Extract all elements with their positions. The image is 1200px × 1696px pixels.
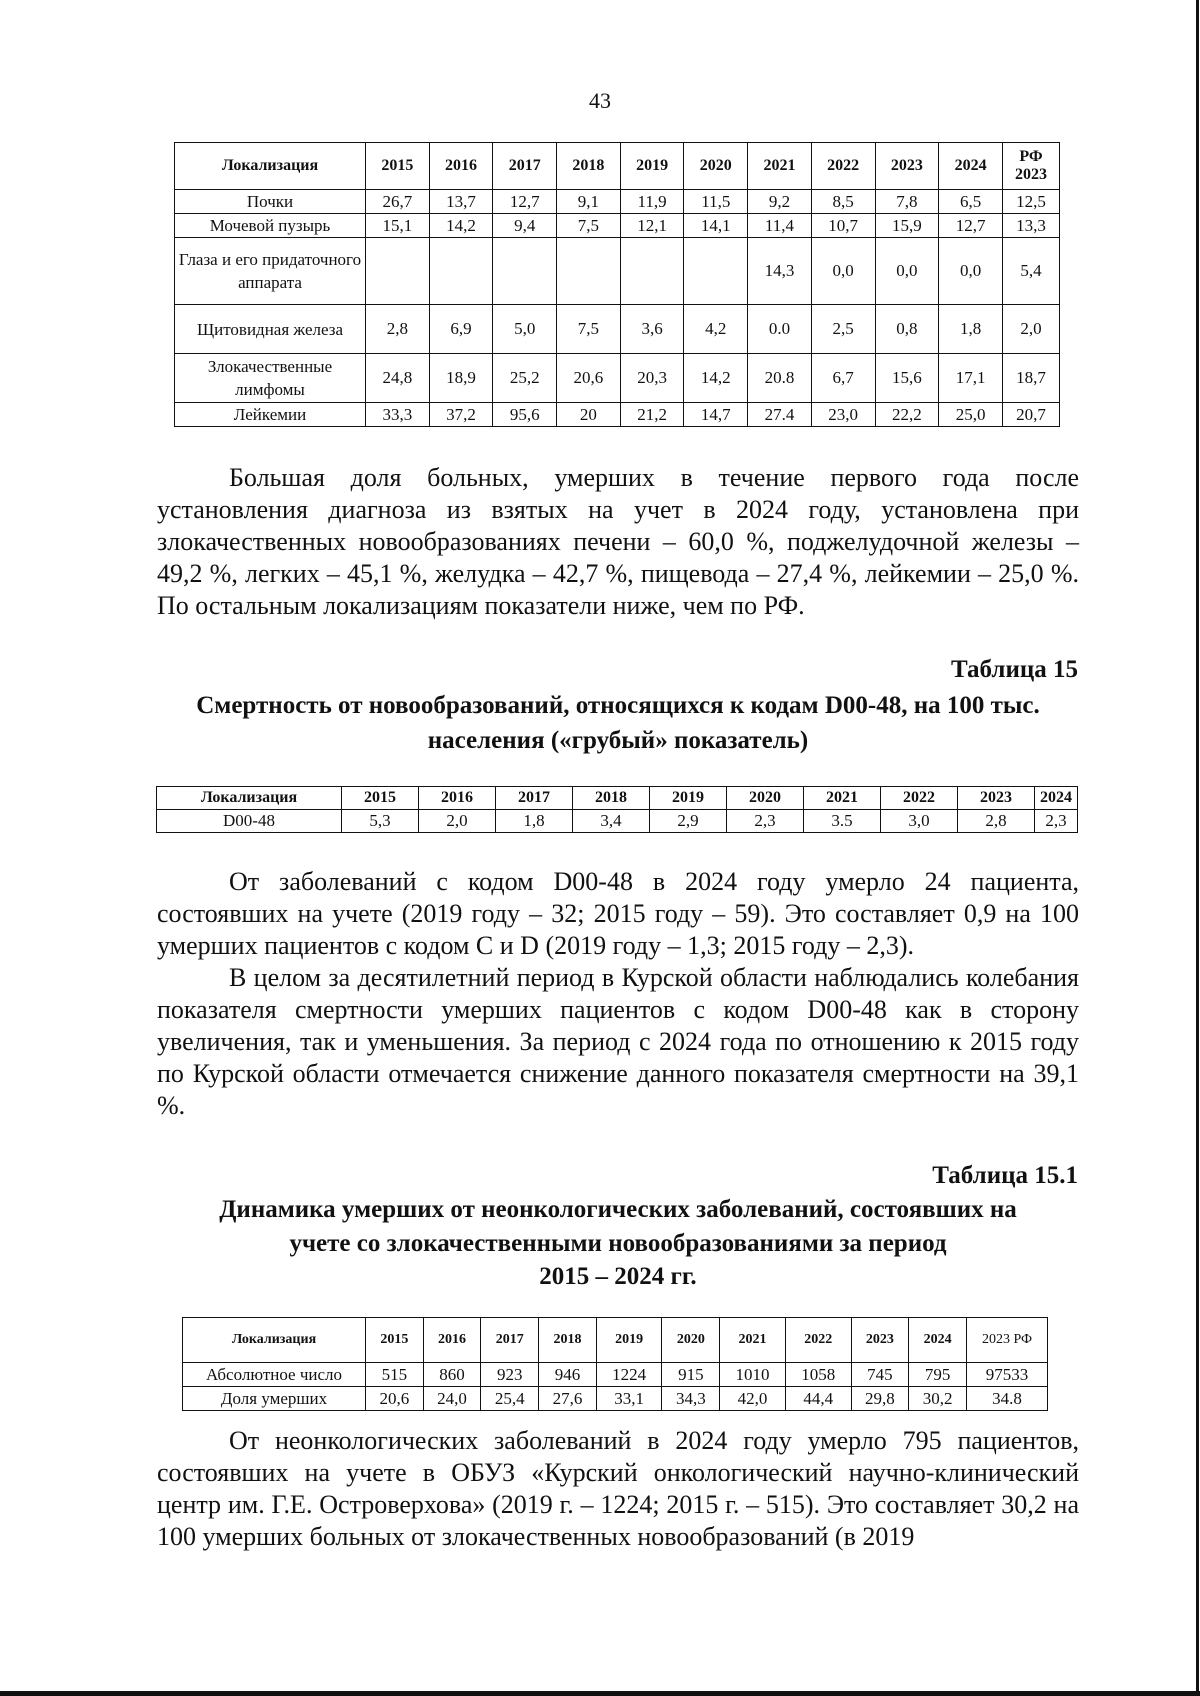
table-cell: 25,0 — [939, 403, 1003, 427]
header-cell: 2018 — [557, 143, 621, 190]
table-cell: 2,8 — [366, 305, 430, 354]
table-cell: 2,8 — [958, 810, 1035, 833]
table-cell: 15,6 — [875, 354, 939, 403]
table-cell — [620, 238, 684, 305]
table-cell: 10,7 — [811, 214, 875, 238]
table-cell — [557, 238, 621, 305]
page-number: 43 — [589, 88, 611, 113]
table-cell: 18,9 — [429, 354, 493, 403]
table-cell: 1010 — [720, 1363, 786, 1387]
paragraph-2: От заболеваний с кодом D00-48 в 2024 году умерло 24 пациента, состоявших на учете (2019 году – 32; 2015 году – 59). Это составляет 0,9 на 100 умерших пациентов с кодом С и D (2019 году – 1,3; 2015 году – 2,3). — [157, 867, 1079, 960]
header-cell: 2016 — [419, 787, 496, 810]
table-cell: 5,4 — [1003, 238, 1060, 305]
table-row — [175, 403, 1060, 427]
table-cell: 44,4 — [785, 1387, 851, 1411]
row-label: Мочевой пузырь — [175, 214, 366, 238]
table-15-label: Таблица 15 — [950, 656, 1078, 683]
table-cell: 1058 — [785, 1363, 851, 1387]
table-15-1-label: Таблица 15.1 — [932, 1162, 1078, 1189]
table-row — [175, 354, 1060, 403]
header-cell: 2023 — [851, 1318, 909, 1363]
header-cell: 2016 — [423, 1318, 481, 1363]
table-cell: 20,6 — [557, 354, 621, 403]
table-cell: 1,8 — [939, 305, 1003, 354]
table-cell: 6,5 — [939, 190, 1003, 214]
table-cell: 1224 — [596, 1363, 662, 1387]
table-cell: 42,0 — [720, 1387, 786, 1411]
table-cell: 25,4 — [481, 1387, 539, 1411]
paragraph-3: В целом за десятилетний период в Курской области наблюдались колебания показателя смертности умерших пациентов с кодом D00-48 как в сторону увеличения, так и уменьшения. За период с 2024 года по отношению к 2015 году по Курской области отмечается снижение данного показателя смертности на 39,1 %. — [157, 963, 1079, 1120]
table-cell: 0,0 — [939, 238, 1003, 305]
table-cell: 0,0 — [875, 238, 939, 305]
header-cell: 2017 — [493, 143, 557, 190]
header-cell: 2021 — [748, 143, 812, 190]
header-cell: 2022 — [785, 1318, 851, 1363]
table-cell: 7,5 — [557, 305, 621, 354]
table-row — [175, 238, 1060, 305]
header-cell: 2023 — [958, 787, 1035, 810]
table-cell: 0,0 — [811, 238, 875, 305]
table-cell: 20.8 — [748, 354, 812, 403]
table-cell: 14,2 — [429, 214, 493, 238]
header-cell: 2017 — [481, 1318, 539, 1363]
table-cell: 34,3 — [662, 1387, 720, 1411]
table-cell: 97533 — [967, 1363, 1048, 1387]
table-cell: 23,0 — [811, 403, 875, 427]
header-cell: 2023 — [875, 143, 939, 190]
header-cell: 2021 — [720, 1318, 786, 1363]
header-cell: 2024 — [939, 143, 1003, 190]
table-row — [157, 810, 1078, 833]
table-cell: 0,8 — [875, 305, 939, 354]
table-cell: 7,8 — [875, 190, 939, 214]
table-cell — [493, 238, 557, 305]
table-cell: 33,3 — [366, 403, 430, 427]
table-cell: 9,4 — [493, 214, 557, 238]
table-15-1-title-line-3: 2015 – 2024 гг. — [539, 1263, 697, 1290]
table-cell: 3,4 — [573, 810, 650, 833]
table-cell: 20,7 — [1003, 403, 1060, 427]
table-cell: 17,1 — [939, 354, 1003, 403]
table-cell: 21,2 — [620, 403, 684, 427]
header-cell: 2022 — [881, 787, 958, 810]
table-cell: 1,8 — [496, 810, 573, 833]
table-row — [175, 190, 1060, 214]
row-label: D00-48 — [157, 810, 342, 833]
table-cell: 0.0 — [748, 305, 812, 354]
table-cell: 24,8 — [366, 354, 430, 403]
table-cell: 6,9 — [429, 305, 493, 354]
table-cell: 745 — [851, 1363, 909, 1387]
table-cell: 2,0 — [419, 810, 496, 833]
table-cell: 915 — [662, 1363, 720, 1387]
table-cell: 11,9 — [620, 190, 684, 214]
table-header-row — [157, 787, 1078, 810]
table-cell: 12,7 — [939, 214, 1003, 238]
header-cell: 2019 — [650, 787, 727, 810]
header-cell: 2015 — [366, 1318, 424, 1363]
table-cell: 29,8 — [851, 1387, 909, 1411]
header-cell: 2018 — [573, 787, 650, 810]
table-cell: 20,3 — [620, 354, 684, 403]
header-cell: Локализация — [157, 787, 342, 810]
table-cell: 11,4 — [748, 214, 812, 238]
table-cell: 18,7 — [1003, 354, 1060, 403]
table-15-1-title-line-1: Динамика умерших от неонкологических заболеваний, состоявших на — [219, 1196, 1017, 1223]
table-cell — [429, 238, 493, 305]
table-cell: 37,2 — [429, 403, 493, 427]
table-header-row — [183, 1318, 1048, 1363]
table-cell: 33,1 — [596, 1387, 662, 1411]
table-cell: 26,7 — [366, 190, 430, 214]
header-cell: 2018 — [539, 1318, 597, 1363]
table-cell: 9,1 — [557, 190, 621, 214]
header-cell: 2015 — [366, 143, 430, 190]
table-cell: 12,1 — [620, 214, 684, 238]
table-cell: 8,5 — [811, 190, 875, 214]
table-cell: 860 — [423, 1363, 481, 1387]
table-cell: 27.4 — [748, 403, 812, 427]
table-cell: 9,2 — [748, 190, 812, 214]
paragraph-4: От неонкологических заболеваний в 2024 году умерло 795 пациентов, состоявших на учете в ОБУЗ «Курский онкологический научно-клинический центр им. Г.Е. Островерхова» (2019 г. – 1224; 2015 г. – 515). Это составляет 30,2 на 100 умерших больных от злокачественных новообразований (в 2019 — [157, 1426, 1079, 1551]
row-label: Абсолютное число — [183, 1363, 366, 1387]
table-cell: 14,2 — [684, 354, 748, 403]
header-cell: 2017 — [496, 787, 573, 810]
scan-edge-right — [1196, 0, 1199, 1696]
table-cell: 11,5 — [684, 190, 748, 214]
header-cell: 2022 — [811, 143, 875, 190]
header-cell: 2016 — [429, 143, 493, 190]
scan-edge-bottom — [0, 1691, 1200, 1696]
header-cell: 2019 — [620, 143, 684, 190]
header-cell: Локализация — [183, 1318, 366, 1363]
table-cell: 2,0 — [1003, 305, 1060, 354]
header-cell: 2024 — [1035, 787, 1078, 810]
table-row — [175, 305, 1060, 354]
table-cell: 2,9 — [650, 810, 727, 833]
table-cell: 15,9 — [875, 214, 939, 238]
table-cell: 923 — [481, 1363, 539, 1387]
table-cell: 12,5 — [1003, 190, 1060, 214]
row-label: Почки — [175, 190, 366, 214]
header-cell: 2020 — [662, 1318, 720, 1363]
table-cell: 3,6 — [620, 305, 684, 354]
table-cell: 14,7 — [684, 403, 748, 427]
table-cell: 4,2 — [684, 305, 748, 354]
header-cell: 2020 — [727, 787, 804, 810]
table-cell — [684, 238, 748, 305]
header-cell: 2015 — [342, 787, 419, 810]
table-cell: 25,2 — [493, 354, 557, 403]
row-label: Лейкемии — [175, 403, 366, 427]
header-cell: Локализация — [175, 143, 366, 190]
table-cell: 13,3 — [1003, 214, 1060, 238]
table-cell: 14,3 — [748, 238, 812, 305]
table-cell: 3.5 — [804, 810, 881, 833]
table-cell: 12,7 — [493, 190, 557, 214]
header-cell: 2021 — [804, 787, 881, 810]
table-row — [183, 1363, 1048, 1387]
table-cell: 22,2 — [875, 403, 939, 427]
table-15-title: Смертность от новообразований, относящихся к кодам D00-48, на 100 тыс. населения («грубый» показатель) — [196, 692, 1040, 754]
table-row — [183, 1387, 1048, 1411]
table-cell: 515 — [366, 1363, 424, 1387]
table-cell: 95,6 — [493, 403, 557, 427]
table-cell: 30,2 — [909, 1387, 967, 1411]
table-cell: 20,6 — [366, 1387, 424, 1411]
table-cell: 20 — [557, 403, 621, 427]
row-label: Доля умерших — [183, 1387, 366, 1411]
header-cell: 2024 — [909, 1318, 967, 1363]
row-label: Злокачественные лимфомы — [175, 354, 366, 403]
paragraph-1: Большая доля больных, умерших в течение первого года после установления диагноза из взятых на учет в 2024 году, установлена при злокачественных новообразованиях печени – 60,0 %, поджелудочной железы – 49,2 %, легких – 45,1 %, желудка – 42,7 %, пищевода – 27,4 %, лейкемии – 25,0 %. По остальным локализациям показатели ниже, чем по РФ. — [157, 463, 1079, 620]
table-top — [174, 142, 1060, 427]
table-cell: 2,5 — [811, 305, 875, 354]
table-cell: 5,3 — [342, 810, 419, 833]
table-cell: 27,6 — [539, 1387, 597, 1411]
row-label: Глаза и его придаточного аппарата — [175, 238, 366, 305]
table-cell: 946 — [539, 1363, 597, 1387]
table-cell: 7,5 — [557, 214, 621, 238]
table-cell: 6,7 — [811, 354, 875, 403]
header-cell: РФ 2023 — [1003, 143, 1060, 190]
table-15 — [156, 786, 1078, 833]
header-cell: 2019 — [596, 1318, 662, 1363]
header-cell: 2023 РФ — [967, 1318, 1048, 1363]
table-row — [175, 214, 1060, 238]
table-cell: 3,0 — [881, 810, 958, 833]
table-cell — [366, 238, 430, 305]
table-cell: 15,1 — [366, 214, 430, 238]
table-cell: 24,0 — [423, 1387, 481, 1411]
row-label: Щитовидная железа — [175, 305, 366, 354]
table-cell: 13,7 — [429, 190, 493, 214]
table-cell: 14,1 — [684, 214, 748, 238]
table-cell: 2,3 — [1035, 810, 1078, 833]
header-cell: 2020 — [684, 143, 748, 190]
table-header-row — [175, 143, 1060, 190]
table-cell: 795 — [909, 1363, 967, 1387]
table-cell: 34.8 — [967, 1387, 1048, 1411]
table-cell: 2,3 — [727, 810, 804, 833]
table-cell: 5,0 — [493, 305, 557, 354]
table-15-1-title-line-2: учете со злокачественными новообразованиями за период — [289, 1230, 947, 1257]
table-15-1 — [182, 1317, 1048, 1411]
